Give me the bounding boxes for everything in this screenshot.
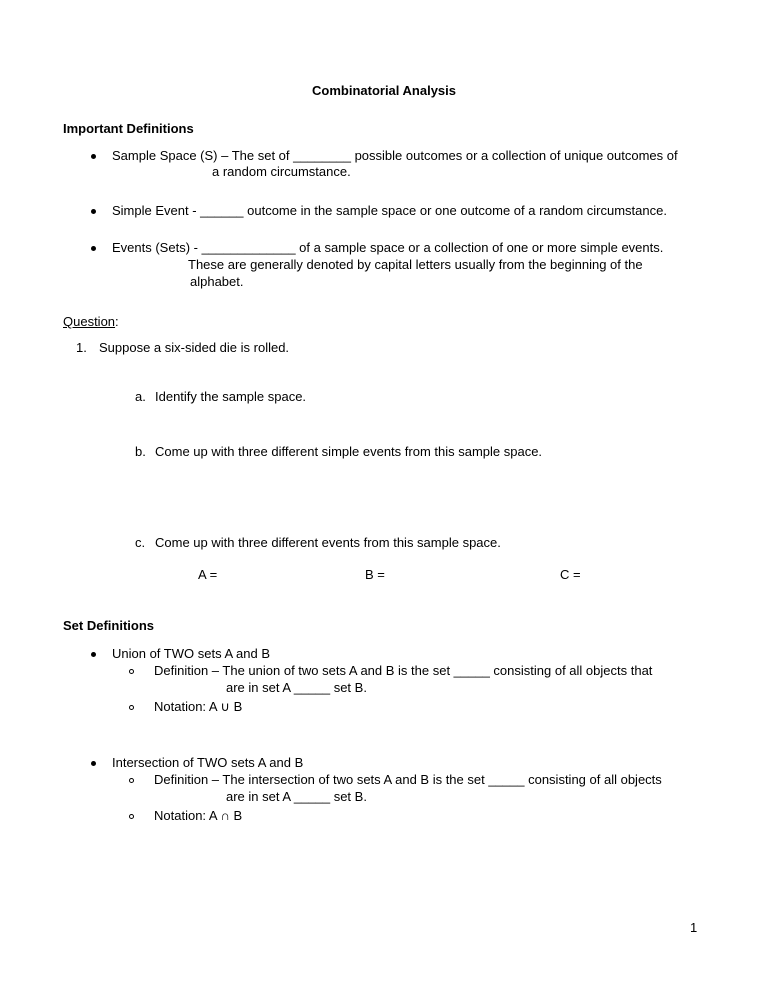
intersection-definition-line2: are in set A _____ set B.	[226, 789, 367, 804]
question-text: Suppose a six-sided die is rolled.	[99, 340, 290, 355]
union-definition-line1: Definition – The union of two sets A and B is the set _____ consisting of all objects that	[154, 663, 653, 678]
answer-b-label: B =	[365, 567, 385, 582]
bullet-icon	[91, 761, 96, 766]
part-c-text: Come up with three different events from this sample space.	[155, 535, 501, 550]
part-c-letter: c.	[135, 535, 146, 550]
sub-bullet-icon	[129, 814, 134, 819]
definition-events-line2: These are generally denoted by capital letters usually from the beginning of the	[188, 257, 643, 272]
part-a-letter: a.	[135, 389, 146, 404]
definition-events-line1: Events (Sets) - _____________ of a sample space or a collection of one or more simple events.	[112, 240, 664, 255]
intersection-definition-line1: Definition – The intersection of two sets A and B is the set _____ consisting of all objects	[154, 772, 662, 787]
page-number: 1	[690, 920, 698, 935]
union-title: Union of TWO sets A and B	[112, 646, 271, 661]
sub-bullet-icon	[129, 705, 134, 710]
part-b-text: Come up with three different simple events from this sample space.	[155, 444, 543, 459]
intersection-notation: Notation: A ∩ B	[154, 808, 243, 823]
intersection-title: Intersection of TWO sets A and B	[112, 755, 304, 770]
question-number: 1.	[76, 340, 87, 355]
bullet-icon	[91, 209, 96, 214]
definition-sample-space-line2: a random circumstance.	[212, 164, 351, 179]
bullet-icon	[91, 246, 96, 251]
page-title: Combinatorial Analysis	[312, 83, 456, 98]
question-heading-colon: :	[115, 314, 119, 329]
set-definitions-heading: Set Definitions	[63, 618, 155, 633]
bullet-icon	[91, 652, 96, 657]
sub-bullet-icon	[129, 669, 134, 674]
important-definitions-heading: Important Definitions	[63, 121, 194, 136]
sub-bullet-icon	[129, 778, 134, 783]
definition-events-line3: alphabet.	[190, 274, 244, 289]
question-heading	[63, 314, 119, 330]
part-a-text: Identify the sample space.	[155, 389, 307, 404]
definition-sample-space-line1: Sample Space (S) – The set of ________ possible outcomes or a collection of unique outcomes of	[112, 148, 678, 163]
definition-simple-event: Simple Event - ______ outcome in the sample space or one outcome of a random circumstance.	[112, 203, 667, 218]
answer-a-label: A =	[198, 567, 218, 582]
bullet-icon	[91, 154, 96, 159]
question-heading-text: Question	[63, 314, 116, 329]
answer-c-label: C =	[560, 567, 581, 582]
part-b-letter: b.	[135, 444, 146, 459]
union-definition-line2: are in set A _____ set B.	[226, 680, 367, 695]
union-notation: Notation: A ∪ B	[154, 699, 243, 714]
